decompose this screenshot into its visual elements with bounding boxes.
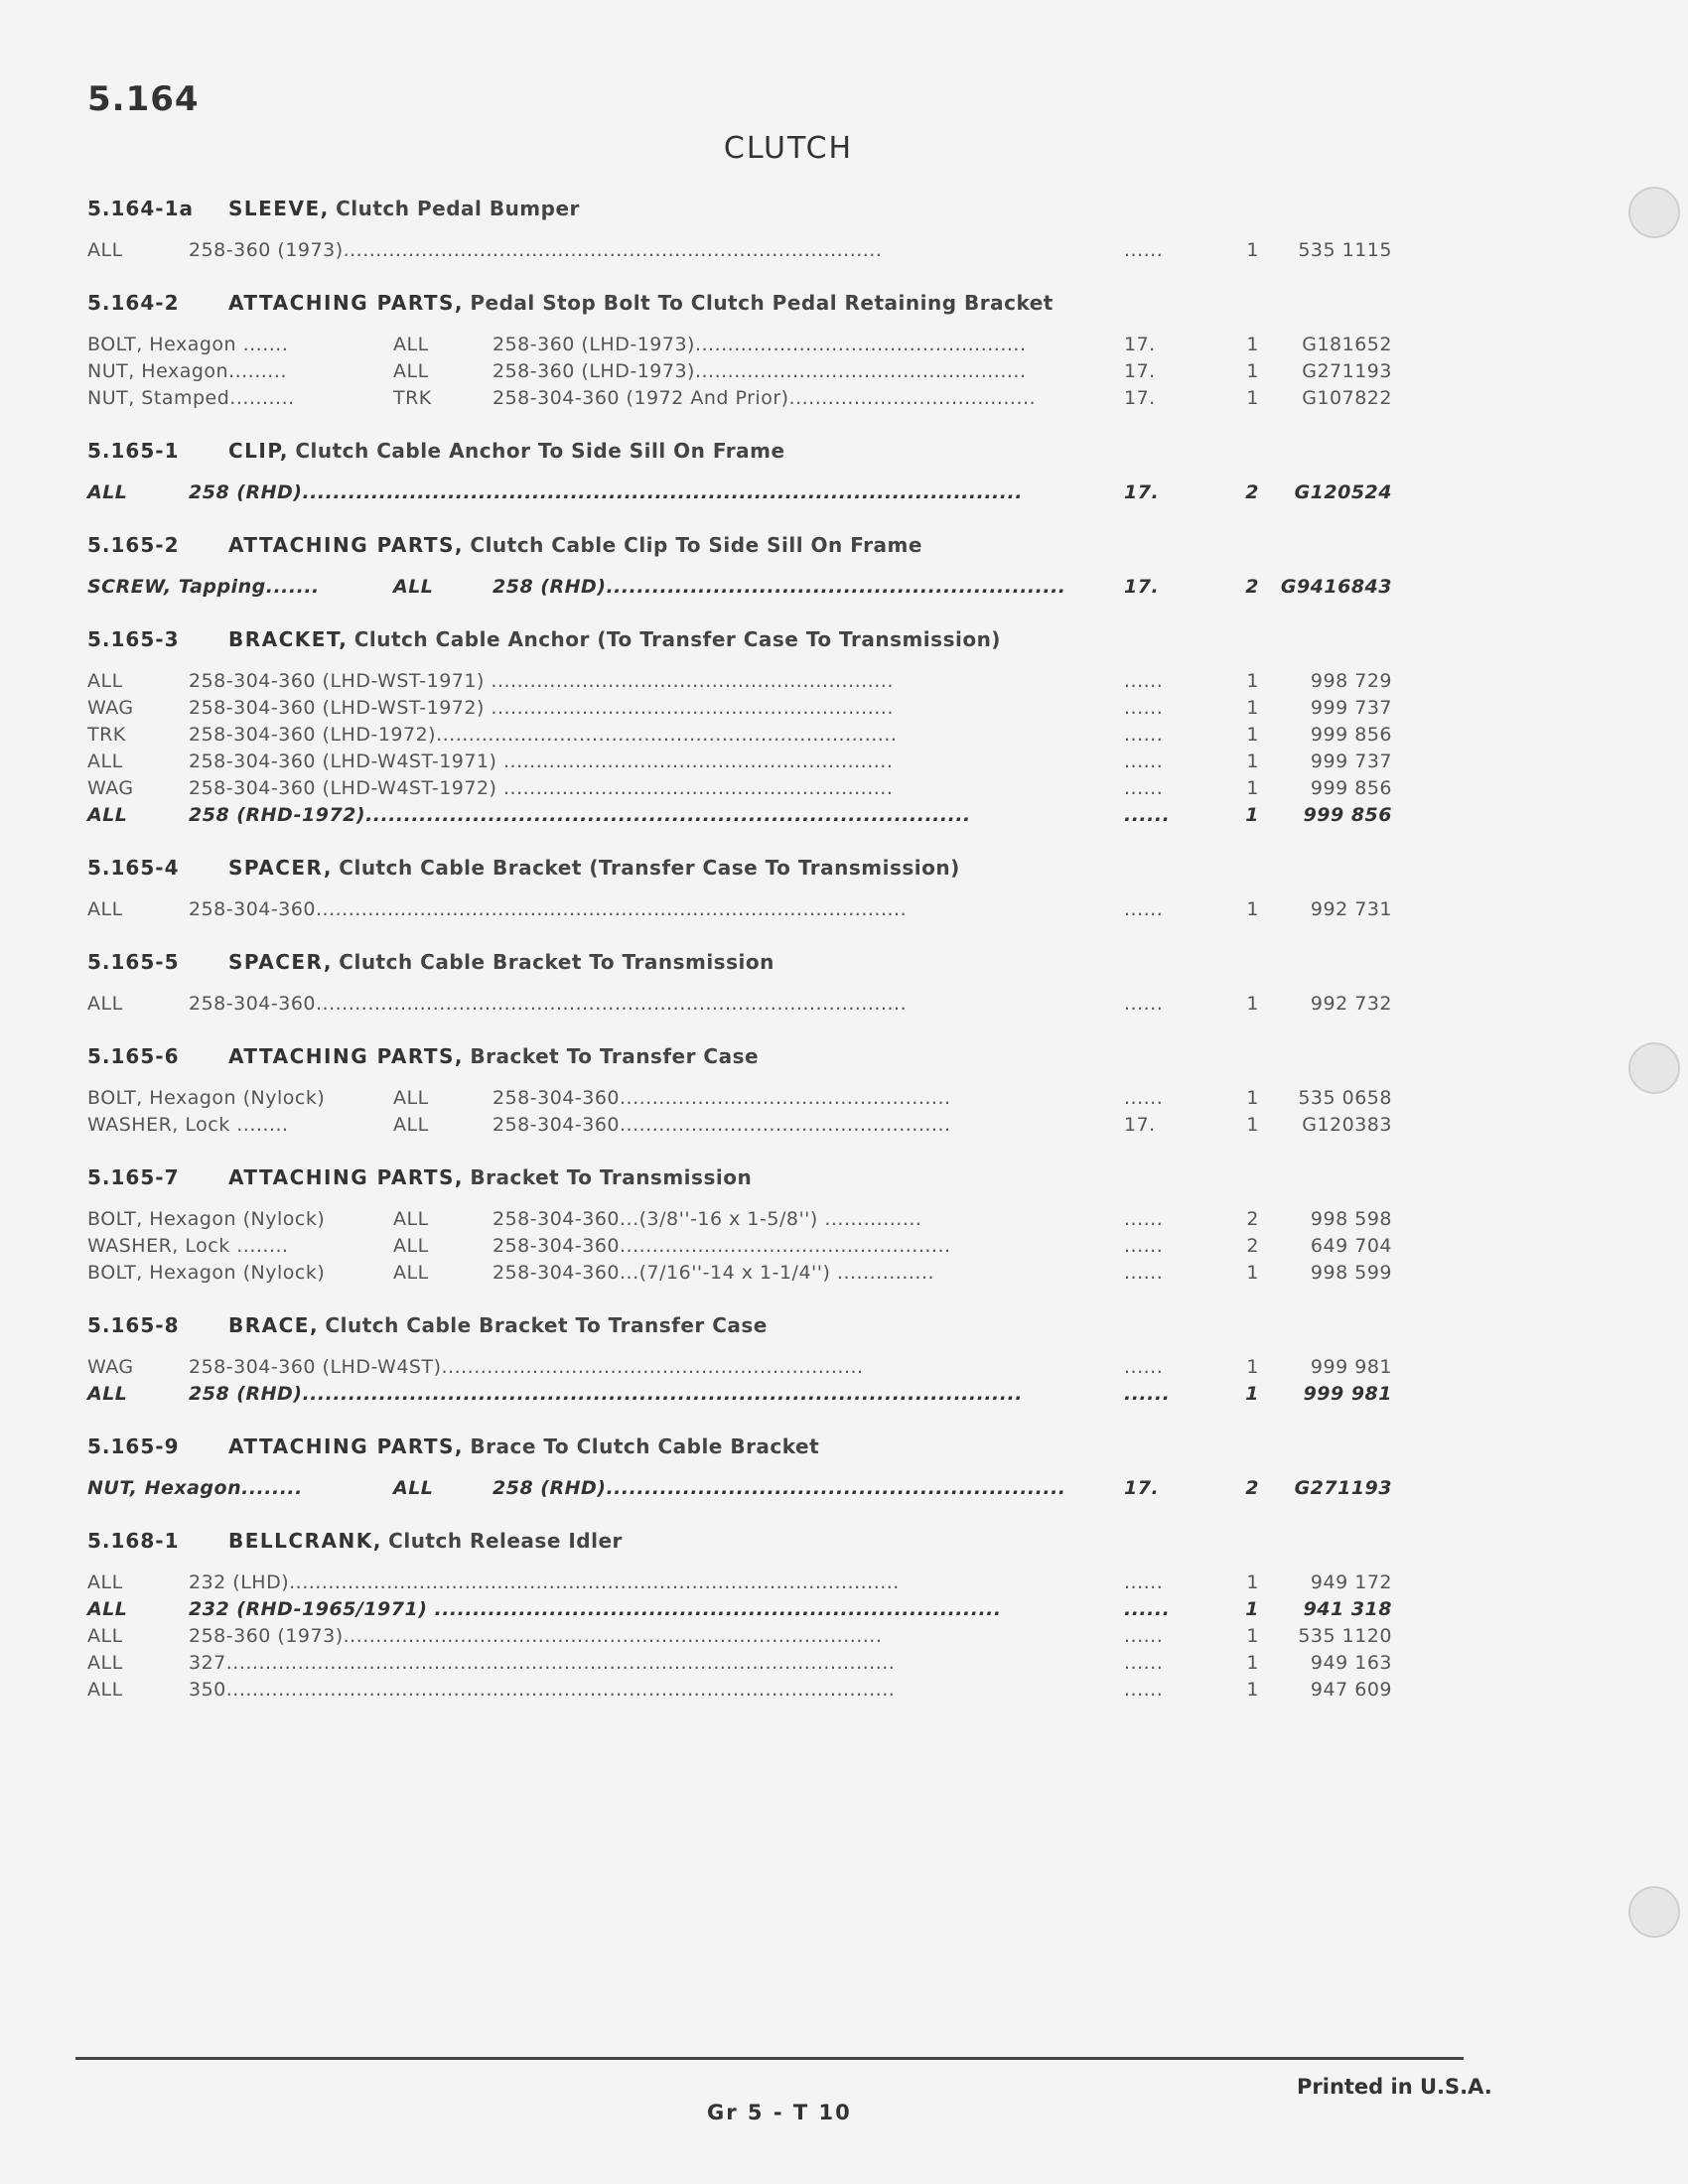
section-heading [87,1036,1408,1076]
engine-application: 350....................................................................................................... [189,1679,896,1701]
group-ref: ...... [1124,724,1164,746]
parts-section [87,1158,1408,1287]
part-row [87,1475,1408,1502]
model-code: ALL [87,1679,123,1701]
model-code: WAG [87,1356,134,1378]
quantity: 1 [1245,1598,1259,1620]
parts-section [87,848,1408,923]
group-ref: ...... [1124,1383,1171,1405]
page-reference: Gr 5 - T 10 [707,2101,852,2124]
quantity: 1 [1246,670,1259,692]
part-row [87,1381,1408,1408]
part-number: 998 729 [1310,670,1392,692]
group-ref: 17. [1124,334,1156,355]
quantity: 1 [1246,697,1259,719]
section-description: Pedal Stop Bolt To Clutch Pedal Retaining Bracket [470,291,1054,315]
part-row [87,574,1408,601]
part-row [87,479,1408,506]
quantity: 1 [1246,1087,1259,1109]
part-row [87,695,1408,722]
model-code: ALL [87,751,123,772]
engine-application: 258-304-360........................................................................................... [189,898,908,920]
engine-application: 258 (RHD).............................................................................................. [189,1383,1023,1405]
quantity: 1 [1246,1625,1259,1647]
parts-section [87,1521,1408,1704]
model-code: ALL [87,1571,123,1593]
engine-application: 258-304-360........................................................................................... [189,993,908,1015]
model-code: ALL [87,1383,128,1405]
group-ref: ...... [1124,1679,1164,1701]
model-code: WAG [87,777,134,799]
engine-application: 258-304-360................................................... [492,1235,951,1257]
engine-application: 258-360 (1973)................................................................................... [189,1625,883,1647]
part-number: 992 731 [1310,898,1392,920]
engine-application: 258-304-360...(7/16''-14 x 1-1/4'') ............... [492,1262,935,1284]
group-ref: ...... [1124,1235,1164,1257]
parts-section [87,283,1408,412]
parts-section [87,1305,1408,1408]
group-ref: ...... [1124,239,1164,261]
model-code: ALL [87,670,123,692]
part-row [87,1260,1408,1287]
group-ref: 17. [1124,481,1160,503]
quantity: 2 [1245,576,1259,598]
group-ref: ...... [1124,898,1164,920]
part-row [87,1570,1408,1596]
part-name: NUT, Hexagon........ [87,1477,303,1499]
part-row [87,1085,1408,1112]
quantity: 1 [1246,1356,1259,1378]
parts-section [87,189,1408,264]
model-code: ALL [87,804,128,826]
section-description: Clutch Cable Bracket (Transfer Case To Transmission) [339,856,960,880]
quantity: 1 [1246,777,1259,799]
part-number: G181652 [1302,334,1392,355]
part-row [87,722,1408,749]
group-ref: 17. [1124,360,1156,382]
engine-application: 258 (RHD)............................................................ [492,576,1066,598]
part-number: 999 856 [1303,804,1392,826]
part-number: 999 856 [1310,724,1392,746]
part-number: 949 172 [1310,1571,1392,1593]
part-row [87,1233,1408,1260]
part-row [87,749,1408,775]
section-number: 5.165-3 [87,627,180,651]
section-title: CLIP, [228,439,289,463]
section-heading [87,942,1408,982]
quantity: 2 [1245,481,1259,503]
part-row [87,1206,1408,1233]
binder-hole-bottom [1628,1886,1680,1938]
section-number: 5.165-6 [87,1044,180,1068]
part-number: G9416843 [1280,576,1392,598]
section-description: Clutch Pedal Bumper [336,197,580,220]
section-title: SPACER, [228,856,333,880]
section-description: Clutch Cable Anchor (To Transfer Case To Transmission) [353,627,1001,651]
part-number: 999 737 [1310,751,1392,772]
quantity: 1 [1246,334,1259,355]
section-heading [87,189,1408,228]
part-number: 649 704 [1310,1235,1392,1257]
model-code: WAG [87,697,134,719]
section-heading [87,619,1408,659]
quantity: 1 [1246,360,1259,382]
model-code: TRK [393,387,432,409]
part-name: WASHER, Lock ........ [87,1235,289,1257]
model-code: ALL [87,1598,128,1620]
quantity: 1 [1246,993,1259,1015]
quantity: 1 [1246,239,1259,261]
quantity: 1 [1246,751,1259,772]
group-ref: 17. [1124,576,1160,598]
quantity: 1 [1245,804,1259,826]
section-title: BRACE, [228,1313,320,1337]
model-code: ALL [393,1235,429,1257]
part-name: SCREW, Tapping....... [87,576,320,598]
quantity: 1 [1246,387,1259,409]
section-heading [87,525,1408,565]
part-number: 947 609 [1310,1679,1392,1701]
printed-in-usa: Printed in U.S.A. [1297,2075,1492,2099]
quantity: 2 [1246,1235,1259,1257]
group-ref: ...... [1124,1356,1164,1378]
section-number: 5.165-1 [87,439,180,463]
group-ref: ...... [1124,697,1164,719]
group-ref: ...... [1124,777,1164,799]
part-row [87,332,1408,358]
section-number: 5.164-2 [87,291,180,315]
quantity: 1 [1246,898,1259,920]
engine-application: 258-304-360 (LHD-W4ST-1972) ............................................................ [189,777,894,799]
part-name: BOLT, Hexagon (Nylock) [87,1208,326,1230]
section-title: ATTACHING PARTS, [228,1165,465,1189]
model-code: ALL [393,360,429,382]
model-code: ALL [87,1652,123,1674]
part-number: 992 732 [1310,993,1392,1015]
group-ref: 17. [1124,1114,1156,1136]
group-ref: ...... [1124,1598,1171,1620]
engine-application: 258-304-360 (LHD-1972)....................................................................... [189,724,898,746]
quantity: 1 [1245,1383,1259,1405]
section-description: Bracket To Transmission [470,1165,753,1189]
part-name: WASHER, Lock ........ [87,1114,289,1136]
model-code: ALL [87,898,123,920]
part-row [87,1596,1408,1623]
part-row [87,896,1408,923]
part-row [87,1112,1408,1139]
part-row [87,237,1408,264]
section-number: 5.164-1a [87,197,194,220]
parts-section [87,1036,1408,1139]
section-heading [87,1305,1408,1345]
quantity: 1 [1246,1114,1259,1136]
part-number: 941 318 [1303,1598,1392,1620]
section-title: BRACKET, [228,627,349,651]
part-number: 949 163 [1310,1652,1392,1674]
part-number: 999 737 [1310,697,1392,719]
part-row [87,802,1408,829]
part-name: BOLT, Hexagon ....... [87,334,289,355]
section-heading [87,1521,1408,1561]
group-ref: ...... [1124,1571,1164,1593]
page-number: 5.164 [87,79,200,119]
page-title: CLUTCH [723,131,854,166]
part-row [87,991,1408,1018]
part-row [87,668,1408,695]
section-number: 5.165-2 [87,533,180,557]
part-name: BOLT, Hexagon (Nylock) [87,1087,326,1109]
section-description: Clutch Cable Bracket To Transfer Case [325,1313,768,1337]
part-number: 535 1115 [1298,239,1392,261]
engine-application: 258-360 (LHD-1973)................................................... [492,334,1027,355]
section-heading [87,283,1408,323]
group-ref: 17. [1124,387,1156,409]
section-title: ATTACHING PARTS, [228,1044,465,1068]
quantity: 1 [1246,1652,1259,1674]
engine-application: 258-304-360 (LHD-WST-1972) .............................................................. [189,697,894,719]
parts-section [87,619,1408,829]
binder-hole-top [1628,187,1680,238]
section-title: ATTACHING PARTS, [228,291,465,315]
model-code: ALL [393,334,429,355]
engine-application: 258 (RHD).............................................................................................. [189,481,1023,503]
part-row [87,775,1408,802]
part-number: 999 856 [1310,777,1392,799]
model-code: ALL [393,1208,429,1230]
part-number: G120383 [1302,1114,1392,1136]
engine-application: 258-304-360................................................... [492,1114,951,1136]
quantity: 2 [1246,1208,1259,1230]
engine-application: 258 (RHD)............................................................ [492,1477,1066,1499]
section-title: ATTACHING PARTS, [228,1434,465,1458]
section-heading [87,1158,1408,1197]
part-number: 535 1120 [1298,1625,1392,1647]
group-ref: 17. [1124,1477,1160,1499]
model-code: ALL [393,1262,429,1284]
section-number: 5.168-1 [87,1529,180,1553]
engine-application: 258-304-360...(3/8''-16 x 1-5/8'') ............... [492,1208,922,1230]
quantity: 1 [1246,1571,1259,1593]
section-title: BELLCRANK, [228,1529,382,1553]
engine-application: 258-304-360 (LHD-WST-1971) .............................................................. [189,670,894,692]
section-description: Clutch Cable Clip To Side Sill On Frame [470,533,922,557]
parts-section [87,942,1408,1018]
group-ref: ...... [1124,1625,1164,1647]
section-title: SLEEVE, [228,197,330,220]
part-number: G271193 [1302,360,1392,382]
part-number: 999 981 [1310,1356,1392,1378]
section-heading [87,431,1408,471]
section-title: SPACER, [228,950,333,974]
quantity: 1 [1246,1679,1259,1701]
engine-application: 232 (LHD).............................................................................................. [189,1571,900,1593]
section-description: Clutch Cable Anchor To Side Sill On Frame [295,439,785,463]
engine-application: 327....................................................................................................... [189,1652,896,1674]
part-row [87,358,1408,385]
model-code: TRK [87,724,126,746]
engine-application: 232 (RHD-1965/1971) .......................................................................... [189,1598,1002,1620]
section-number: 5.165-4 [87,856,180,880]
group-ref: ...... [1124,1087,1164,1109]
section-number: 5.165-8 [87,1313,180,1337]
parts-list [87,189,1408,1722]
footer-divider [75,2057,1464,2060]
engine-application: 258-304-360 (LHD-W4ST)................................................................. [189,1356,864,1378]
engine-application: 258-304-360 (1972 And Prior)...................................... [492,387,1037,409]
section-number: 5.165-9 [87,1434,180,1458]
part-row [87,1677,1408,1704]
section-number: 5.165-5 [87,950,180,974]
part-number: G107822 [1302,387,1392,409]
parts-section [87,1427,1408,1502]
section-heading [87,848,1408,887]
model-code: ALL [393,1477,434,1499]
group-ref: ...... [1124,751,1164,772]
part-name: NUT, Stamped.......... [87,387,295,409]
model-code: ALL [393,1087,429,1109]
part-row [87,1354,1408,1381]
engine-application: 258-360 (1973)................................................................................... [189,239,883,261]
part-row [87,1650,1408,1677]
quantity: 2 [1245,1477,1259,1499]
group-ref: ...... [1124,804,1171,826]
part-row [87,1623,1408,1650]
section-description: Clutch Cable Bracket To Transmission [339,950,774,974]
group-ref: ...... [1124,1262,1164,1284]
part-name: NUT, Hexagon......... [87,360,287,382]
model-code: ALL [87,993,123,1015]
engine-application: 258-304-360 (LHD-W4ST-1971) ............................................................ [189,751,894,772]
part-number: G120524 [1294,481,1392,503]
group-ref: ...... [1124,1652,1164,1674]
section-description: Brace To Clutch Cable Bracket [470,1434,820,1458]
section-heading [87,1427,1408,1466]
group-ref: ...... [1124,1208,1164,1230]
model-code: ALL [87,239,123,261]
parts-section [87,431,1408,506]
engine-application: 258-304-360................................................... [492,1087,951,1109]
section-description: Bracket To Transfer Case [470,1044,760,1068]
part-row [87,385,1408,412]
engine-application: 258 (RHD-1972)............................................................................... [189,804,971,826]
part-number: 535 0658 [1298,1087,1392,1109]
group-ref: ...... [1124,993,1164,1015]
quantity: 1 [1246,724,1259,746]
model-code: ALL [393,1114,429,1136]
model-code: ALL [393,576,434,598]
binder-hole-middle [1628,1042,1680,1094]
part-name: BOLT, Hexagon (Nylock) [87,1262,326,1284]
part-number: 998 598 [1310,1208,1392,1230]
model-code: ALL [87,1625,123,1647]
part-number: 998 599 [1310,1262,1392,1284]
part-number: G271193 [1294,1477,1392,1499]
engine-application: 258-360 (LHD-1973)................................................... [492,360,1027,382]
group-ref: ...... [1124,670,1164,692]
section-description: Clutch Release Idler [388,1529,623,1553]
model-code: ALL [87,481,128,503]
parts-section [87,525,1408,601]
quantity: 1 [1246,1262,1259,1284]
section-title: ATTACHING PARTS, [228,533,465,557]
section-number: 5.165-7 [87,1165,180,1189]
part-number: 999 981 [1303,1383,1392,1405]
